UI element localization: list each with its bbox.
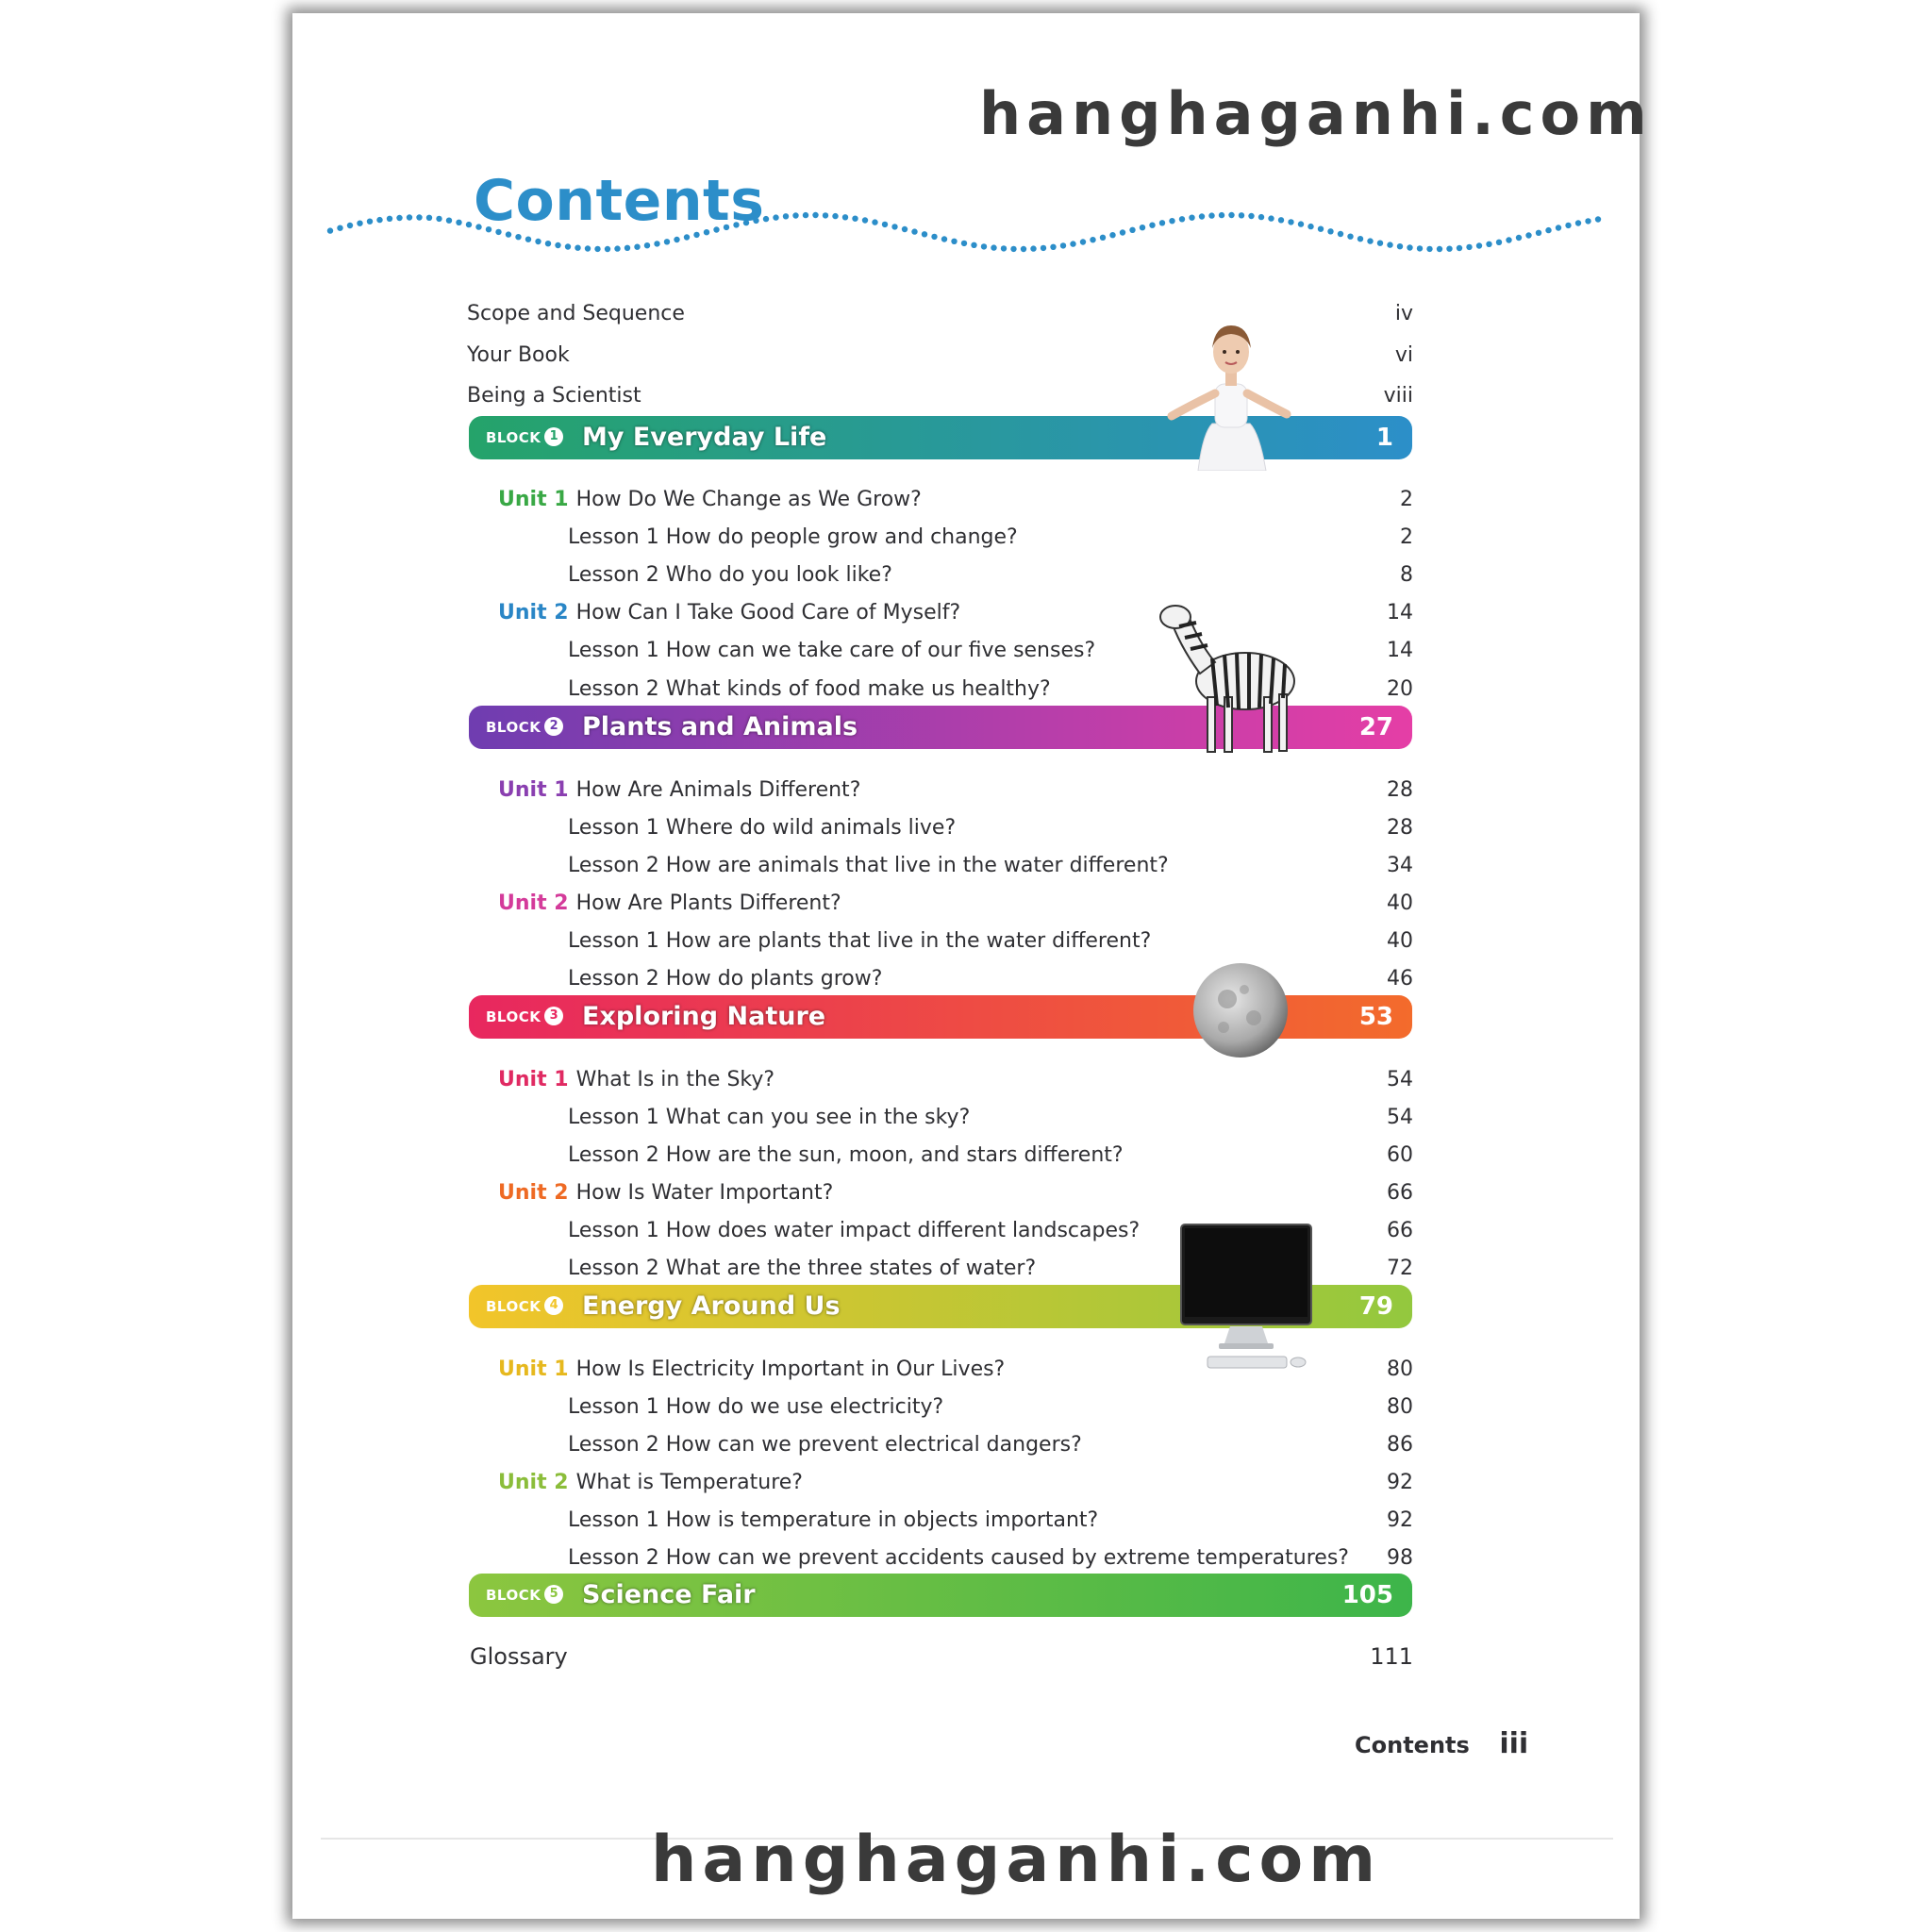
unit-page: 40 xyxy=(1387,891,1413,915)
wave-dot xyxy=(823,212,828,218)
wave-dot xyxy=(862,217,868,223)
unit-page: 80 xyxy=(1387,1357,1413,1381)
wave-dot xyxy=(545,241,551,246)
lesson-title: Where do wild animals live? xyxy=(665,816,957,840)
wave-dot xyxy=(1278,217,1284,223)
girl-photo xyxy=(1160,320,1302,471)
wave-dot xyxy=(961,241,967,246)
block-page: 1 xyxy=(1375,424,1393,452)
lesson-page: 34 xyxy=(1387,854,1413,877)
lesson-label: Lesson 1 xyxy=(568,1508,659,1532)
wave-dot xyxy=(1149,223,1155,228)
wave-dot xyxy=(515,234,521,240)
wave-dot xyxy=(971,242,976,248)
lesson-page: 2 xyxy=(1400,525,1413,549)
block-title: My Everyday Life xyxy=(582,423,827,452)
wave-dot xyxy=(1318,226,1324,232)
toc-lesson-4-2-1[interactable] xyxy=(568,1502,1413,1540)
wave-dot xyxy=(891,224,897,229)
wave-dot xyxy=(674,237,679,242)
wave-dot xyxy=(1426,246,1432,252)
wave-dot xyxy=(1159,220,1165,225)
footer-label: Contents xyxy=(1355,1732,1470,1758)
lesson-label: Lesson 2 xyxy=(568,854,659,877)
unit-label: Unit 2 xyxy=(498,891,569,915)
block-title: Plants and Animals xyxy=(582,712,858,741)
unit-title: How Are Plants Different? xyxy=(575,891,841,915)
block-banner-5[interactable] xyxy=(469,1574,1412,1617)
unit-title: How Are Animals Different? xyxy=(575,778,861,802)
wave-dot xyxy=(347,223,353,228)
lesson-page: 86 xyxy=(1387,1433,1413,1457)
lesson-label: Lesson 1 xyxy=(568,1395,659,1419)
block-number: 1 xyxy=(544,427,563,446)
wave-dot xyxy=(446,218,452,224)
wave-dot xyxy=(792,212,798,218)
wave-dot xyxy=(1338,231,1343,237)
wave-dot xyxy=(605,246,610,252)
wave-dot xyxy=(1060,242,1066,248)
wave-dot xyxy=(396,215,402,221)
lesson-label: Lesson 2 xyxy=(568,1143,659,1167)
lesson-title: What kinds of food make us healthy? xyxy=(665,677,1051,701)
wave-dot xyxy=(1268,215,1274,221)
unit-title: How Is Water Important? xyxy=(575,1181,834,1205)
toc-entry-page: iv xyxy=(1394,302,1413,325)
wave-dot xyxy=(1446,246,1452,252)
unit-label: Unit 2 xyxy=(498,601,569,625)
lesson-label: Lesson 2 xyxy=(568,1546,659,1570)
wave-dot xyxy=(1457,245,1462,251)
wave-dot xyxy=(1199,213,1205,219)
wave-dot xyxy=(1506,237,1511,242)
toc-lesson-4-2-2[interactable] xyxy=(568,1540,1413,1577)
wave-dot xyxy=(1248,213,1254,219)
lesson-label: Lesson 1 xyxy=(568,1219,659,1242)
lesson-title: What can you see in the sky? xyxy=(665,1106,971,1129)
lesson-page: 14 xyxy=(1387,639,1413,662)
watermark-top: hanghaganhi.com xyxy=(979,79,1653,148)
wave-dot xyxy=(1407,244,1412,250)
block-tag: BLOCK 5 xyxy=(486,1574,563,1617)
moon-photo xyxy=(1191,961,1290,1059)
lesson-label: Lesson 2 xyxy=(568,563,659,587)
wave-dot xyxy=(357,221,362,226)
wave-dot xyxy=(832,213,838,219)
wave-dot xyxy=(594,246,600,252)
toc-entry-glossary[interactable] xyxy=(470,1638,1413,1675)
wave-dot xyxy=(1595,216,1601,222)
wave-dot xyxy=(387,216,392,222)
unit-label: Unit 2 xyxy=(498,1181,569,1205)
wave-dot xyxy=(941,236,947,242)
block-title: Energy Around Us xyxy=(582,1291,841,1321)
wave-dot xyxy=(407,214,412,220)
zebra-photo xyxy=(1141,589,1311,758)
wave-dot xyxy=(842,214,848,220)
wave-dot xyxy=(684,234,690,240)
wave-dot xyxy=(1556,225,1561,230)
wave-dot xyxy=(1377,241,1383,246)
toc-unit-2-1[interactable] xyxy=(498,772,1413,809)
wave-dot xyxy=(1565,223,1571,228)
toc-unit-2-2[interactable] xyxy=(498,885,1413,923)
lesson-title: How is temperature in objects important? xyxy=(665,1508,1099,1532)
toc-lesson-2-2-1[interactable] xyxy=(568,923,1413,960)
wave-dot xyxy=(773,214,778,220)
lesson-page: 66 xyxy=(1387,1219,1413,1242)
wave-dot xyxy=(1288,219,1293,225)
unit-page: 28 xyxy=(1387,778,1413,802)
lesson-label: Lesson 2 xyxy=(568,967,659,991)
lesson-title: How does water impact different landscapes? xyxy=(665,1219,1141,1242)
toc-entry-page: 111 xyxy=(1370,1643,1413,1670)
wave-dot xyxy=(882,222,888,227)
wave-dot xyxy=(535,239,541,244)
wave-dot xyxy=(1179,216,1185,222)
unit-title: How Do We Change as We Grow? xyxy=(575,488,922,511)
wave-dot xyxy=(1545,227,1551,233)
wave-dot xyxy=(337,225,342,231)
toc-unit-3-2[interactable] xyxy=(498,1174,1413,1212)
wave-dot xyxy=(1219,212,1224,218)
lesson-page: 8 xyxy=(1400,563,1413,587)
wave-dot xyxy=(991,244,996,250)
toc-entry-page: vi xyxy=(1394,343,1413,367)
toc-unit-3-1[interactable] xyxy=(498,1061,1413,1099)
wave-dot xyxy=(1307,224,1313,229)
footer-page-number: iii xyxy=(1499,1727,1529,1760)
unit-page: 14 xyxy=(1387,601,1413,625)
wave-dot xyxy=(981,243,987,249)
unit-page: 2 xyxy=(1400,488,1413,511)
wave-dot xyxy=(911,228,917,234)
block-page: 53 xyxy=(1358,1003,1393,1031)
wave-dot xyxy=(1041,245,1046,251)
wave-dot xyxy=(565,243,571,249)
wave-dot xyxy=(1021,246,1026,252)
wave-dot xyxy=(1239,212,1244,218)
block-number: 3 xyxy=(544,1007,563,1025)
lesson-label: Lesson 2 xyxy=(568,1257,659,1280)
wave-dot xyxy=(1397,243,1403,249)
watermark-bottom: hanghaganhi.com xyxy=(651,1823,1382,1897)
toc-entry-page: viii xyxy=(1383,384,1413,408)
wave-dot xyxy=(555,242,560,248)
block-tag: BLOCK 1 xyxy=(486,416,563,459)
lesson-title: How do we use electricity? xyxy=(665,1395,944,1419)
wave-dot xyxy=(931,234,937,240)
lesson-title: What are the three states of water? xyxy=(665,1257,1037,1280)
page-title: Contents xyxy=(474,168,765,234)
block-tag: BLOCK 3 xyxy=(486,995,563,1039)
wave-dot xyxy=(416,214,422,220)
wave-dot xyxy=(367,219,373,225)
lesson-title: How are animals that live in the water different? xyxy=(665,854,1169,877)
toc-lesson-4-1-2[interactable] xyxy=(568,1426,1413,1464)
book-page xyxy=(292,13,1653,1919)
lesson-page: 46 xyxy=(1387,967,1413,991)
wave-dot xyxy=(1129,227,1135,233)
block-page: 79 xyxy=(1358,1292,1393,1321)
wave-dot xyxy=(1516,235,1522,241)
lesson-title: How are plants that live in the water different? xyxy=(665,929,1152,953)
lesson-title: How do people grow and change? xyxy=(665,525,1018,549)
wave-dot xyxy=(644,242,650,248)
toc-entry-label: Your Book xyxy=(467,343,570,367)
lesson-title: How do plants grow? xyxy=(665,967,883,991)
unit-label: Unit 1 xyxy=(498,488,569,511)
wave-dot xyxy=(625,245,630,251)
block-title: Science Fair xyxy=(582,1580,756,1609)
wave-dot xyxy=(1466,244,1472,250)
wave-dot xyxy=(376,217,382,223)
wave-dot xyxy=(1585,218,1591,224)
lesson-title: How can we prevent electrical dangers? xyxy=(665,1433,1082,1457)
toc-lesson-2-1-1[interactable] xyxy=(568,809,1413,847)
lesson-page: 28 xyxy=(1387,816,1413,840)
wave-dot xyxy=(327,227,333,233)
unit-page: 66 xyxy=(1387,1181,1413,1205)
lesson-page: 54 xyxy=(1387,1106,1413,1129)
wave-dot xyxy=(872,219,877,225)
unit-title: How Is Electricity Important in Our Lives? xyxy=(575,1357,1006,1381)
wave-dot xyxy=(654,241,659,246)
wave-dot xyxy=(1437,246,1442,252)
wave-dot xyxy=(852,216,858,222)
unit-label: Unit 2 xyxy=(498,1471,569,1494)
wave-dot xyxy=(575,245,580,251)
wave-dot xyxy=(902,226,908,232)
wave-dot xyxy=(1080,239,1086,244)
wave-dot xyxy=(456,220,461,225)
wave-dot xyxy=(1417,245,1423,251)
wave-dot xyxy=(1258,214,1264,220)
toc-entry-label: Glossary xyxy=(470,1643,568,1670)
wave-dot xyxy=(1476,242,1482,248)
unit-page: 54 xyxy=(1387,1068,1413,1091)
wave-dot xyxy=(803,212,808,218)
wave-dot xyxy=(1298,221,1304,226)
wave-dot xyxy=(1010,246,1016,252)
toc-entry-label: Scope and Sequence xyxy=(467,302,685,325)
wave-dot xyxy=(1367,238,1373,243)
unit-title: How Can I Take Good Care of Myself? xyxy=(575,601,961,625)
wave-dot xyxy=(1189,215,1194,221)
wave-dot xyxy=(1347,234,1353,240)
lesson-page: 40 xyxy=(1387,929,1413,953)
wave-dot xyxy=(1228,212,1234,218)
lesson-label: Lesson 2 xyxy=(568,677,659,701)
wave-dot xyxy=(436,216,441,222)
wave-dot xyxy=(1387,242,1392,247)
wave-dot xyxy=(1001,245,1007,251)
lesson-page: 60 xyxy=(1387,1143,1413,1167)
lesson-label: Lesson 1 xyxy=(568,1106,659,1129)
block-tag: BLOCK 2 xyxy=(486,706,563,749)
unit-label: Unit 1 xyxy=(498,1357,569,1381)
lesson-title: How can we prevent accidents caused by extreme temperatures? xyxy=(665,1546,1349,1570)
wave-dot xyxy=(1357,236,1363,242)
wave-dot xyxy=(634,244,640,250)
wave-dot xyxy=(783,213,789,219)
toc-lesson-3-1-1[interactable] xyxy=(568,1099,1413,1137)
wave-dot xyxy=(922,231,927,237)
wave-dot xyxy=(812,212,818,218)
unit-title: What Is in the Sky? xyxy=(575,1068,775,1091)
wave-dot xyxy=(1100,235,1106,241)
wave-dot xyxy=(1109,232,1115,238)
page-footer xyxy=(1355,1725,1528,1763)
block-number: 5 xyxy=(544,1585,563,1604)
lesson-title: Who do you look like? xyxy=(665,563,892,587)
lesson-label: Lesson 1 xyxy=(568,639,659,662)
lesson-label: Lesson 1 xyxy=(568,816,659,840)
toc-unit-4-2[interactable] xyxy=(498,1464,1413,1502)
toc-unit-1-1[interactable] xyxy=(498,481,1413,519)
wave-dot xyxy=(525,237,531,242)
toc-lesson-3-1-2[interactable] xyxy=(568,1137,1413,1174)
wave-dot xyxy=(1140,225,1145,230)
wave-dot xyxy=(1536,230,1541,236)
block-number: 4 xyxy=(544,1296,563,1315)
block-number: 2 xyxy=(544,717,563,736)
wave-dot xyxy=(1525,232,1531,238)
lesson-label: Lesson 2 xyxy=(568,1433,659,1457)
wave-dot xyxy=(951,239,957,244)
lesson-page: 80 xyxy=(1387,1395,1413,1419)
wave-dot xyxy=(1070,241,1075,246)
wave-dot xyxy=(585,245,591,251)
computer-photo xyxy=(1172,1221,1323,1381)
lesson-page: 20 xyxy=(1387,677,1413,701)
wave-dot xyxy=(1327,228,1333,234)
lesson-page: 92 xyxy=(1387,1508,1413,1532)
block-tag: BLOCK 4 xyxy=(486,1285,563,1328)
toc-lesson-4-1-1[interactable] xyxy=(568,1389,1413,1426)
wave-dot xyxy=(466,222,472,227)
wave-dot xyxy=(426,215,432,221)
block-title: Exploring Nature xyxy=(582,1002,826,1031)
lesson-title: How are the sun, moon, and stars different? xyxy=(665,1143,1124,1167)
lesson-page: 98 xyxy=(1387,1546,1413,1570)
toc-lesson-2-1-2[interactable] xyxy=(568,847,1413,885)
wave-dot xyxy=(1486,242,1491,247)
lesson-label: Lesson 1 xyxy=(568,525,659,549)
lesson-label: Lesson 1 xyxy=(568,929,659,953)
wave-dot xyxy=(1169,218,1174,224)
wave-dot xyxy=(1496,240,1502,245)
block-page: 105 xyxy=(1341,1581,1393,1609)
wave-dot xyxy=(1575,220,1581,225)
unit-title: What is Temperature? xyxy=(575,1471,803,1494)
toc-entry-label: Being a Scientist xyxy=(467,384,641,408)
block-page: 27 xyxy=(1358,713,1393,741)
unit-label: Unit 1 xyxy=(498,1068,569,1091)
lesson-title: How can we take care of our five senses? xyxy=(665,639,1096,662)
wave-dot xyxy=(614,245,620,251)
wave-dot xyxy=(1208,212,1214,218)
wave-dot xyxy=(1050,244,1056,250)
wave-dot xyxy=(1120,229,1125,235)
unit-label: Unit 1 xyxy=(498,778,569,802)
toc-lesson-1-1-1[interactable] xyxy=(568,519,1413,557)
lesson-page: 72 xyxy=(1387,1257,1413,1280)
wave-dot xyxy=(1090,237,1095,242)
wave-dot xyxy=(1030,245,1036,251)
unit-page: 92 xyxy=(1387,1471,1413,1494)
wave-dot xyxy=(664,239,670,244)
